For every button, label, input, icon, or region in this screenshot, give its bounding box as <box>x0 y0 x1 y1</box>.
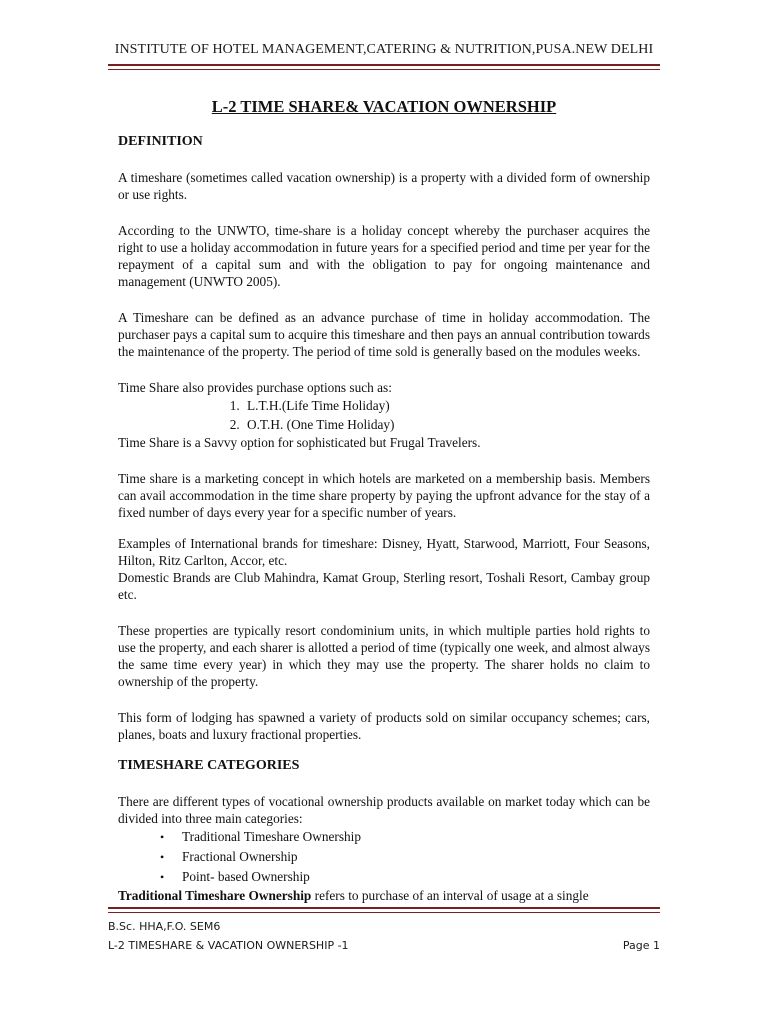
list-item: 1. L.T.H.(Life Time Holiday) <box>243 396 650 415</box>
paragraph-advance-purchase: A Timeshare can be defined as an advance purchase of time in holiday accommodation. The purchaser pays a capital sum to acquire this timeshare and then pays an annual contribution towards the maintenance of the property. The period of time sold is generally based on the modules weeks. <box>118 310 650 359</box>
paragraph-traditional-timeshare <box>118 887 650 904</box>
traditional-term: Traditional Timeshare Ownership <box>118 888 312 903</box>
categories-heading: TIMESHARE CATEGORIES <box>118 758 300 773</box>
purchase-options-list <box>118 396 650 434</box>
list-item: 2. O.T.H. (One Time Holiday) <box>243 415 650 434</box>
institute-header: INSTITUTE OF HOTEL MANAGEMENT,CATERING & NUTRITION,PUSA.NEW DELHI <box>114 42 654 57</box>
header-rule <box>108 64 660 70</box>
paragraph-marketing-concept: Time share is a marketing concept in which hotels are marketed on a membership basis. Members can avail accommodation in the time share property by paying the upfront advance for the stay of a fixed number of days every year for a specific number of years. <box>118 471 650 520</box>
paragraph-unwto: According to the UNWTO, time-share is a holiday concept whereby the purchaser acquires the right to use a holiday accommodation in future years for a specified period and time per year for the repayment of a capital sum and with the obligation to pay for ongoing maintenance and management (UNWTO 2005). <box>118 223 650 289</box>
savvy-option-text: Time Share is a Savvy option for sophisticated but Frugal Travelers. <box>118 435 481 450</box>
paragraph-condominium: These properties are typically resort condominium units, in which multiple parties hold rights to use the property, and each sharer is allotted a period of time (typically one week, and almost always the same time every year) in which they may use the property. The sharer holds no claim to ownership of the property. <box>118 623 650 689</box>
paragraph-domestic-brands: Domestic Brands are Club Mahindra, Kamat Group, Sterling resort, Toshali Resort, Cambay group etc. <box>118 570 650 602</box>
page-footer <box>108 917 660 955</box>
paragraph-lodging-products: This form of lodging has spawned a variety of products sold on similar occupancy schemes; cars, planes, boats and luxury fractional properties. <box>118 710 650 742</box>
traditional-definition: refers to purchase of an interval of usage at a single <box>311 888 589 903</box>
purchase-options-intro: Time Share also provides purchase options such as: <box>118 380 392 395</box>
footer-chapter: L-2 TIMESHARE & VACATION OWNERSHIP -1 <box>108 939 349 952</box>
footer-rule <box>108 907 660 913</box>
page-title: L-2 TIME SHARE& VACATION OWNERSHIP <box>211 97 557 116</box>
definition-heading: DEFINITION <box>118 134 203 149</box>
paragraph-definition: A timeshare (sometimes called vacation ownership) is a property with a divided form of ownership or use rights. <box>118 170 650 202</box>
document-body <box>118 133 650 904</box>
list-item: • Fractional Ownership <box>160 847 650 867</box>
list-item: • Point- based Ownership <box>160 867 650 887</box>
paragraph-international-brands: Examples of International brands for timeshare: Disney, Hyatt, Starwood, Marriott, Four Seasons, Hilton, Ritz Carlton, Accor, etc. <box>118 536 650 568</box>
footer-course: B.Sc. HHA,F.O. SEM6 <box>108 920 221 933</box>
list-item: • Traditional Timeshare Ownership <box>160 827 650 847</box>
categories-list <box>118 827 650 887</box>
categories-intro: There are different types of vocational ownership products available on market today which can be divided into three main categories: <box>118 794 650 826</box>
page-number: Page 1 <box>622 939 660 952</box>
